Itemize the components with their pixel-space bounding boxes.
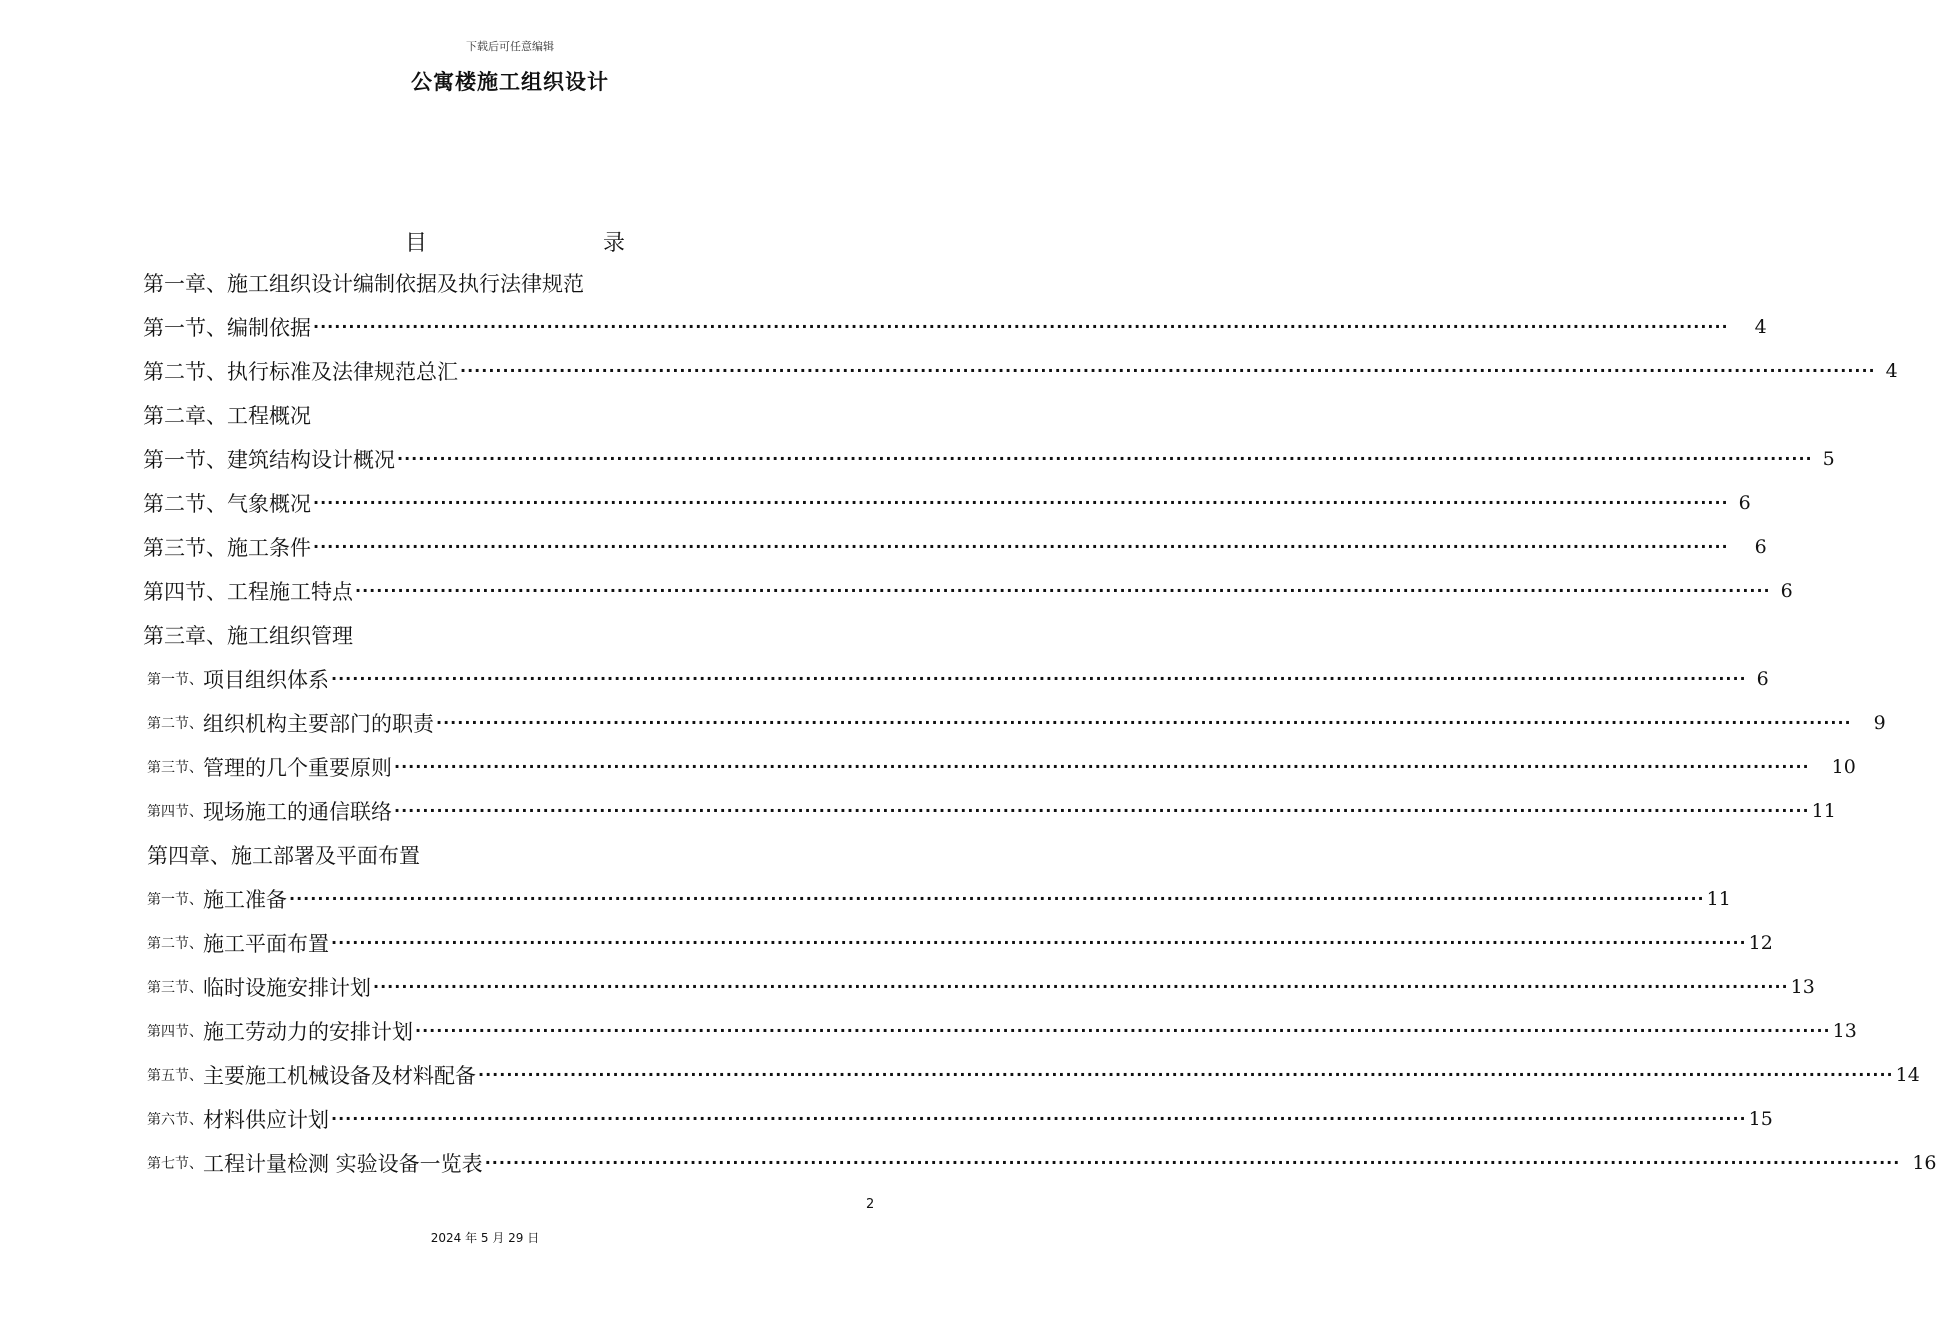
toc-dot-leader: ········································································································································································································ [436, 713, 1852, 732]
toc-page-number: 6 [1754, 536, 1767, 558]
toc-page-number: 11 [1811, 800, 1836, 822]
toc-page-number: 15 [1748, 1108, 1773, 1130]
toc-section-prefix: 第一节、 [147, 892, 203, 908]
toc-heading-char-1: 目 [405, 231, 428, 256]
toc-label: 项目组织体系 [203, 668, 329, 692]
toc-dot-leader: ········································································································································································································ [331, 669, 1747, 688]
footer-date: 2024 年 5 月 29 日 [430, 1231, 540, 1245]
toc-page-number: 11 [1706, 888, 1731, 910]
toc-label: 第四章、施工部署及平面布置 [147, 844, 420, 868]
toc-dot-leader: ········································································································································································································ [331, 933, 1747, 952]
page-number: 2 [866, 1197, 875, 1212]
toc-dot-leader: ········································································································································································································ [397, 449, 1813, 468]
toc-section-prefix: 第四节、 [147, 1024, 203, 1040]
toc-dot-leader: ········································································································································································································ [373, 977, 1789, 996]
toc-label: 管理的几个重要原则 [203, 756, 392, 780]
toc-label: 第二章、工程概况 [143, 404, 311, 428]
toc-dot-leader: ········································································································································································································ [289, 889, 1705, 908]
toc-label: 施工准备 [203, 888, 287, 912]
toc-entry[interactable] [143, 1104, 1773, 1134]
toc-page-number: 5 [1822, 448, 1835, 470]
toc-page-number: 4 [1754, 316, 1767, 338]
toc-entry[interactable] [143, 576, 1793, 606]
header-note: 下载后可任意编辑 [466, 40, 554, 53]
toc-section-prefix: 第三节、 [147, 760, 203, 776]
toc-entry[interactable] [143, 664, 1769, 694]
toc-label: 组织机构主要部门的职责 [203, 712, 434, 736]
toc-entry[interactable] [143, 752, 1856, 782]
toc-entry[interactable] [143, 928, 1773, 958]
toc-page-number: 4 [1885, 360, 1898, 382]
toc-label: 现场施工的通信联络 [203, 800, 392, 824]
toc-page-number: 6 [1756, 668, 1769, 690]
toc-page-number: 16 [1912, 1152, 1937, 1174]
toc-label: 第三节、施工条件 [143, 536, 311, 560]
toc-dot-leader: ········································································································································································································ [394, 757, 1810, 776]
toc-label: 第四节、工程施工特点 [143, 580, 353, 604]
toc-section-prefix: 第五节、 [147, 1068, 203, 1084]
toc-entry[interactable] [143, 356, 1898, 386]
toc-label: 工程计量检测 实验设备一览表 [203, 1152, 483, 1176]
toc-section-prefix: 第二节、 [147, 716, 203, 732]
toc-dot-leader: ········································································································································································································ [460, 361, 1876, 380]
toc-chapter-4[interactable] [147, 840, 420, 870]
toc-chapter-3[interactable] [143, 620, 353, 650]
toc-entry[interactable] [143, 1060, 1920, 1090]
toc-entry[interactable] [143, 1148, 1937, 1178]
toc-page-number: 13 [1832, 1020, 1857, 1042]
toc-label: 第一章、施工组织设计编制依据及执行法律规范 [143, 272, 584, 296]
toc-entry[interactable] [143, 708, 1886, 738]
toc-label: 主要施工机械设备及材料配备 [203, 1064, 476, 1088]
toc-dot-leader: ········································································································································································································ [313, 317, 1729, 336]
toc-page-number: 14 [1895, 1064, 1920, 1086]
toc-chapter-1[interactable] [143, 268, 584, 298]
toc-section-prefix: 第六节、 [147, 1112, 203, 1128]
toc-entry[interactable] [143, 312, 1767, 342]
toc-dot-leader: ········································································································································································································ [355, 581, 1771, 600]
toc-heading [405, 226, 625, 257]
toc-label: 第一节、建筑结构设计概况 [143, 448, 395, 472]
toc-label: 第三章、施工组织管理 [143, 624, 353, 648]
toc-entry[interactable] [143, 444, 1835, 474]
toc-page-number: 6 [1780, 580, 1793, 602]
toc-page-number: 10 [1831, 756, 1856, 778]
toc-section-prefix: 第二节、 [147, 936, 203, 952]
toc-entry[interactable] [143, 488, 1751, 518]
document-title: 公寓楼施工组织设计 [411, 70, 609, 94]
toc-label: 材料供应计划 [203, 1108, 329, 1132]
toc-chapter-2[interactable] [143, 400, 311, 430]
toc-page-number: 13 [1790, 976, 1815, 998]
toc-label: 临时设施安排计划 [203, 976, 371, 1000]
toc-heading-char-2: 录 [602, 231, 625, 256]
toc-section-prefix: 第一节、 [147, 672, 203, 688]
toc-dot-leader: ········································································································································································································ [484, 1153, 1901, 1172]
toc-label: 施工劳动力的安排计划 [203, 1020, 413, 1044]
toc-entry[interactable] [143, 796, 1836, 826]
toc-dot-leader: ········································································································································································································ [313, 493, 1729, 512]
toc-section-prefix: 第七节、 [147, 1156, 203, 1172]
toc-label: 第二节、执行标准及法律规范总汇 [143, 360, 458, 384]
toc-page-number: 12 [1748, 932, 1773, 954]
toc-entry[interactable] [143, 972, 1815, 1002]
toc-dot-leader: ········································································································································································································ [478, 1065, 1894, 1084]
toc-entry[interactable] [143, 884, 1731, 914]
toc-entry[interactable] [143, 532, 1767, 562]
toc-page-number: 9 [1873, 712, 1886, 734]
toc-dot-leader: ········································································································································································································ [415, 1021, 1831, 1040]
toc-section-prefix: 第四节、 [147, 804, 203, 820]
toc-dot-leader: ········································································································································································································ [331, 1109, 1747, 1128]
toc-page-number: 6 [1738, 492, 1751, 514]
toc-label: 第一节、编制依据 [143, 316, 311, 340]
toc-dot-leader: ········································································································································································································ [394, 801, 1810, 820]
toc-dot-leader: ········································································································································································································ [313, 537, 1729, 556]
toc-label: 施工平面布置 [203, 932, 329, 956]
toc-label: 第二节、气象概况 [143, 492, 311, 516]
toc-entry[interactable] [143, 1016, 1857, 1046]
toc-section-prefix: 第三节、 [147, 980, 203, 996]
